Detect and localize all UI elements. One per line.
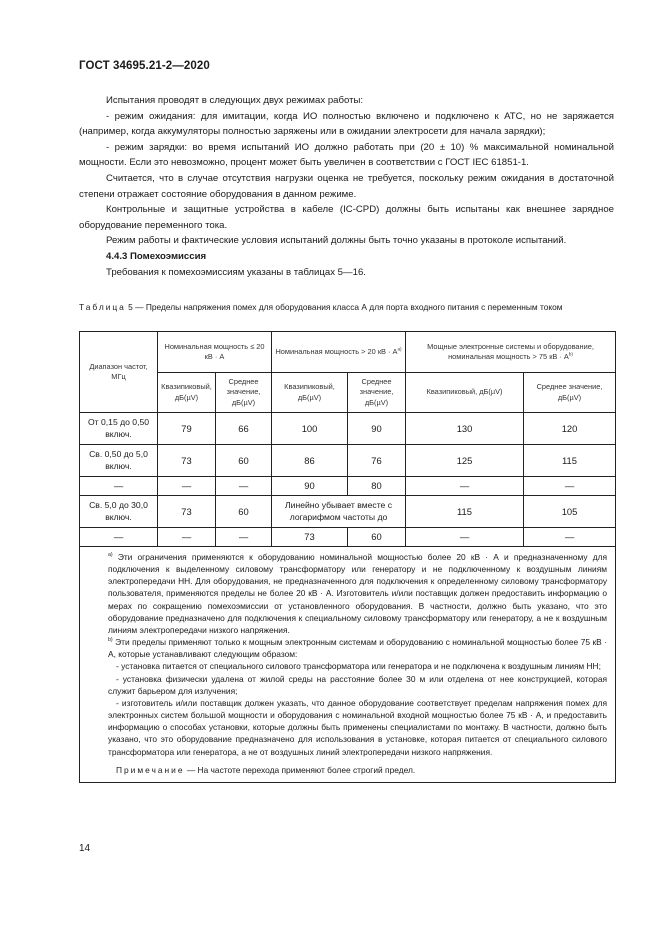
cell-value: 60 bbox=[348, 528, 406, 547]
body-text bbox=[79, 93, 614, 280]
cell-value: 60 bbox=[216, 496, 272, 528]
footnote-a-text: Эти ограничения применяются к оборудованию номинальной мощностью более 20 кВ · А и предназначенному для подключения к выделенному силовому трансформатору или генератору и не подключенному к воздушным линиям электропередачи НН. Для оборудования, не предназначенного для подключения к определенному силовому трансформатору пользователя, применяются пределы не более 20 кВ · А. Изготовитель и/или поставщик должен предоставить информацию о мерах по сокращению помехоэмиссии от установленного оборудования. В частности, должно быть указано, что это оборудование предназначено для подключения к специальному силовому трансформатору или генератору, а не к воздушным линиям электропередачи низкого напряжения. bbox=[108, 552, 608, 635]
cell-freq: — bbox=[80, 477, 158, 496]
cell-value: 76 bbox=[348, 445, 406, 477]
cell-value: — bbox=[158, 477, 216, 496]
footnote-b-text: Эти пределы применяют только к мощным электронным системам и оборудованию с номинальной мощностью более 75 кВ · А, которые устанавливают следующим образом: bbox=[108, 637, 608, 660]
paragraph: Испытания проводят в следующих двух режимах работы: bbox=[106, 95, 364, 106]
cell-value: 90 bbox=[272, 477, 348, 496]
table-row bbox=[80, 413, 616, 445]
footnote-a bbox=[108, 551, 607, 636]
table-row bbox=[80, 477, 616, 496]
cell-freq: От 0,15 до 0,50 включ. bbox=[80, 413, 158, 445]
table-footnotes-row bbox=[80, 547, 616, 783]
header-average: Среднее значение, дБ(µV) bbox=[348, 373, 406, 413]
section-text: Требования к помехоэмиссиям указаны в таблицах 5—16. bbox=[106, 266, 366, 278]
header-group-1: Номинальная мощность ≤ 20 кВ · А bbox=[158, 332, 272, 373]
cell-value: — bbox=[216, 528, 272, 547]
table-label: Таблица bbox=[79, 302, 126, 312]
table-caption-text: 5 — Пределы напряжения помех для оборудования класса А для порта входного питания с переменным током bbox=[128, 302, 563, 312]
cell-value: 90 bbox=[348, 413, 406, 445]
section-heading: 4.4.3 Помехоэмиссия bbox=[106, 250, 207, 262]
footnote-b-item: - изготовитель и/или поставщик должен указать, что данное оборудование соответствует пределам напряжения помех для электронных систем большой мощности и оборудования с номинальной входной мощностью более 75 кВ · А, и предоставить информацию о способах установки, которые должны быть применены специалистами по монтажу. В частности, должно быть указано, что это оборудование предназначено для использования в установке, которая питается от специального силового трансформатора или генератора, а не от воздушных линий электропередачи низкого напряжения. bbox=[108, 697, 608, 757]
cell-value: 60 bbox=[216, 445, 272, 477]
footnote-mark: b) bbox=[108, 637, 113, 644]
cell-value: 130 bbox=[406, 413, 524, 445]
footnote-b-item: - установка питается от специального силового трансформатора или генератора и не подключена к воздушным линиям НН; bbox=[116, 661, 601, 672]
paragraph: - режим ожидания: для имитации, когда ИО полностью включено и подключено к АТС, но не заряжается (например, когда аккумуляторы полностью заряжены или в ожидании электросети для начала зарядки); bbox=[79, 110, 614, 138]
cell-value: 105 bbox=[524, 496, 616, 528]
cell-value: 73 bbox=[272, 528, 348, 547]
cell-value: — bbox=[158, 528, 216, 547]
table-caption bbox=[79, 301, 615, 313]
cell-value: 100 bbox=[272, 413, 348, 445]
footnote-ref: а) bbox=[397, 346, 402, 352]
cell-freq: Св. 5,0 до 30,0 включ. bbox=[80, 496, 158, 528]
paragraph: - режим зарядки: во время испытаний ИО должно работать при (20 ± 10) % максимальной номинальной мощности. Если это невозможно, процент может быть увеличен в соответствии с ГОСТ IEC 61851-1. bbox=[79, 141, 614, 169]
header-group-3-text: Мощные электронные системы и оборудование, номинальная мощность > 75 кВ · А bbox=[427, 341, 594, 361]
document-header: ГОСТ 34695.21-2—2020 bbox=[79, 60, 210, 72]
cell-value: 80 bbox=[348, 477, 406, 496]
table-note bbox=[108, 764, 607, 776]
cell-value: — bbox=[524, 528, 616, 547]
note-text: — На частоте перехода применяют более строгий предел. bbox=[186, 764, 416, 775]
table-row bbox=[80, 445, 616, 477]
cell-value: 66 bbox=[216, 413, 272, 445]
table-row bbox=[80, 496, 616, 528]
header-average: Среднее значение, дБ(µV) bbox=[524, 373, 616, 413]
cell-value: 115 bbox=[406, 496, 524, 528]
header-average: Среднее значение, дБ(µV) bbox=[216, 373, 272, 413]
cell-value: — bbox=[406, 528, 524, 547]
limits-table-container bbox=[79, 331, 615, 783]
paragraph: Считается, что в случае отсутствия нагрузки оценка не требуется, поскольку режим ожидания в достаточной степени отражает состояние оборудования в данном режиме. bbox=[79, 172, 614, 200]
limits-table bbox=[79, 331, 616, 783]
cell-value: 115 bbox=[524, 445, 616, 477]
footnote-b bbox=[108, 636, 607, 660]
header-quasi-peak: Квазипиковый, дБ(µV) bbox=[272, 373, 348, 413]
cell-value: 79 bbox=[158, 413, 216, 445]
footnote-b-item: - установка физически удалена от жилой среды на расстояние более 30 м или отделена от нее конструкцией, которая служит барьером для излучения; bbox=[108, 673, 608, 696]
paragraph: Контрольные и защитные устройства в кабеле (IC-CPD) должны быть испытаны как внешнее зарядное оборудование переменного тока. bbox=[79, 204, 614, 231]
header-group-3 bbox=[406, 332, 616, 373]
header-freq: Диапазон частот, МГц bbox=[80, 332, 158, 413]
cell-value: — bbox=[216, 477, 272, 496]
note-label: Примечание bbox=[116, 764, 185, 775]
cell-value: 120 bbox=[524, 413, 616, 445]
cell-freq: Св. 0,50 до 5,0 включ. bbox=[80, 445, 158, 477]
paragraph: Режим работы и фактические условия испытаний должны быть точно указаны в протоколе испытаний. bbox=[106, 235, 567, 247]
footnote-mark: а) bbox=[108, 552, 113, 559]
table-row bbox=[80, 528, 616, 547]
cell-value: 86 bbox=[272, 445, 348, 477]
cell-value: — bbox=[524, 477, 616, 496]
cell-freq: — bbox=[80, 528, 158, 547]
cell-value: 73 bbox=[158, 445, 216, 477]
page-number: 14 bbox=[79, 843, 91, 854]
cell-value-linear: Линейно убывает вместе с логарифмом частоты до bbox=[272, 496, 406, 528]
table-footnotes bbox=[80, 547, 616, 783]
footnote-ref: b) bbox=[568, 351, 573, 357]
header-group-2 bbox=[272, 332, 406, 373]
cell-value: 125 bbox=[406, 445, 524, 477]
cell-value: — bbox=[406, 477, 524, 496]
header-quasi-peak: Квазипиковый, дБ(µV) bbox=[158, 373, 216, 413]
header-quasi-peak: Квазипиковый, дБ(µV) bbox=[406, 373, 524, 413]
cell-value: 73 bbox=[158, 496, 216, 528]
header-group-2-text: Номинальная мощность > 20 кВ · А bbox=[275, 346, 398, 356]
